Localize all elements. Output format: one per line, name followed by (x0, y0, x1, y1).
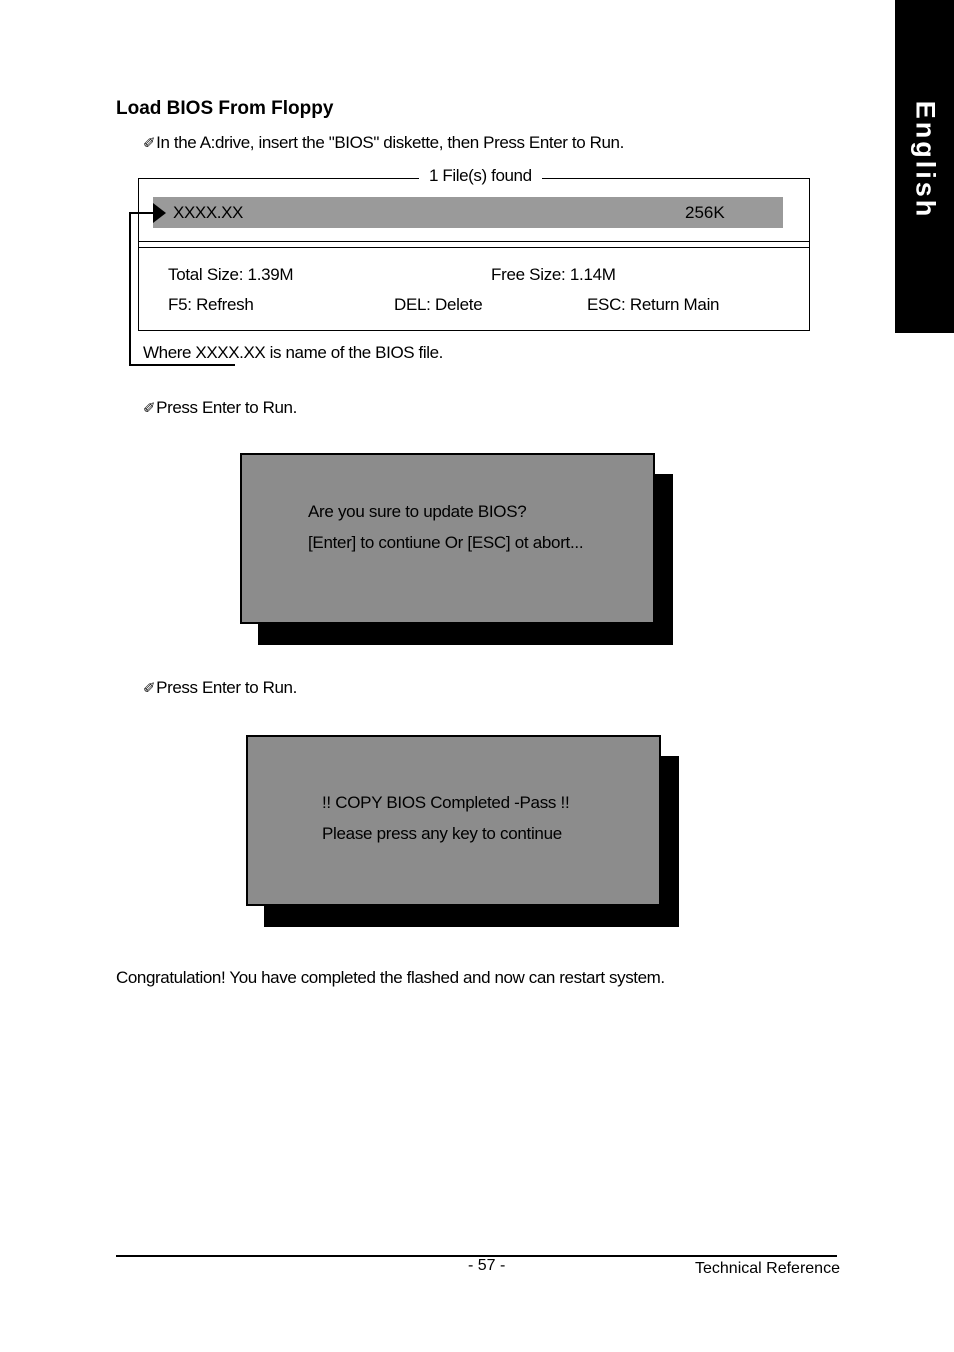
divider (139, 241, 809, 242)
pencil-icon: ✐ (143, 680, 156, 697)
confirm-instructions: [Enter] to contiune Or [ESC] ot abort... (308, 533, 584, 552)
confirm-question: Are you sure to update BIOS? (308, 502, 527, 521)
step1-instruction (143, 133, 624, 153)
complete-dialog (246, 735, 661, 906)
file-dialog-title: 1 File(s) found (419, 166, 542, 186)
pencil-icon: ✐ (143, 135, 156, 152)
file-name: XXXX.XX (173, 203, 243, 222)
file-list-row-selected[interactable] (153, 197, 783, 228)
free-size-label: Free Size: 1.14M (491, 265, 616, 284)
return-main-key-hint[interactable]: ESC: Return Main (587, 295, 720, 314)
total-size-label: Total Size: 1.39M (168, 265, 294, 284)
step2-instruction (143, 398, 297, 418)
footer-section-name: Technical Reference (695, 1260, 840, 1277)
file-name-note: Where XXXX.XX is name of the BIOS file. (143, 343, 443, 362)
pencil-icon: ✐ (143, 400, 156, 417)
confirm-dialog (240, 453, 655, 624)
section-heading: Load BIOS From Floppy (116, 98, 334, 119)
complete-instructions: Please press any key to continue (322, 824, 562, 843)
complete-status: !! COPY BIOS Completed -Pass !! (322, 793, 570, 812)
step1-text: In the A:drive, insert the "BIOS" diskette, then Press Enter to Run. (156, 133, 624, 152)
refresh-key-hint[interactable]: F5: Refresh (168, 295, 254, 314)
divider (139, 247, 809, 248)
pointer-line (129, 212, 155, 214)
conclusion-text: Congratulation! You have completed the flashed and now can restart system. (116, 968, 665, 987)
pointer-line (129, 364, 235, 366)
file-dialog (138, 166, 810, 331)
language-side-tab (895, 0, 954, 333)
selection-arrow-icon (153, 203, 166, 223)
step3-instruction (143, 678, 297, 698)
page-number: - 57 - (468, 1257, 506, 1274)
step3-text: Press Enter to Run. (156, 678, 297, 697)
file-size: 256K (685, 203, 725, 222)
step2-text: Press Enter to Run. (156, 398, 297, 417)
delete-key-hint[interactable]: DEL: Delete (394, 295, 483, 314)
language-tab-label: English (910, 100, 940, 220)
pointer-line (129, 212, 131, 366)
